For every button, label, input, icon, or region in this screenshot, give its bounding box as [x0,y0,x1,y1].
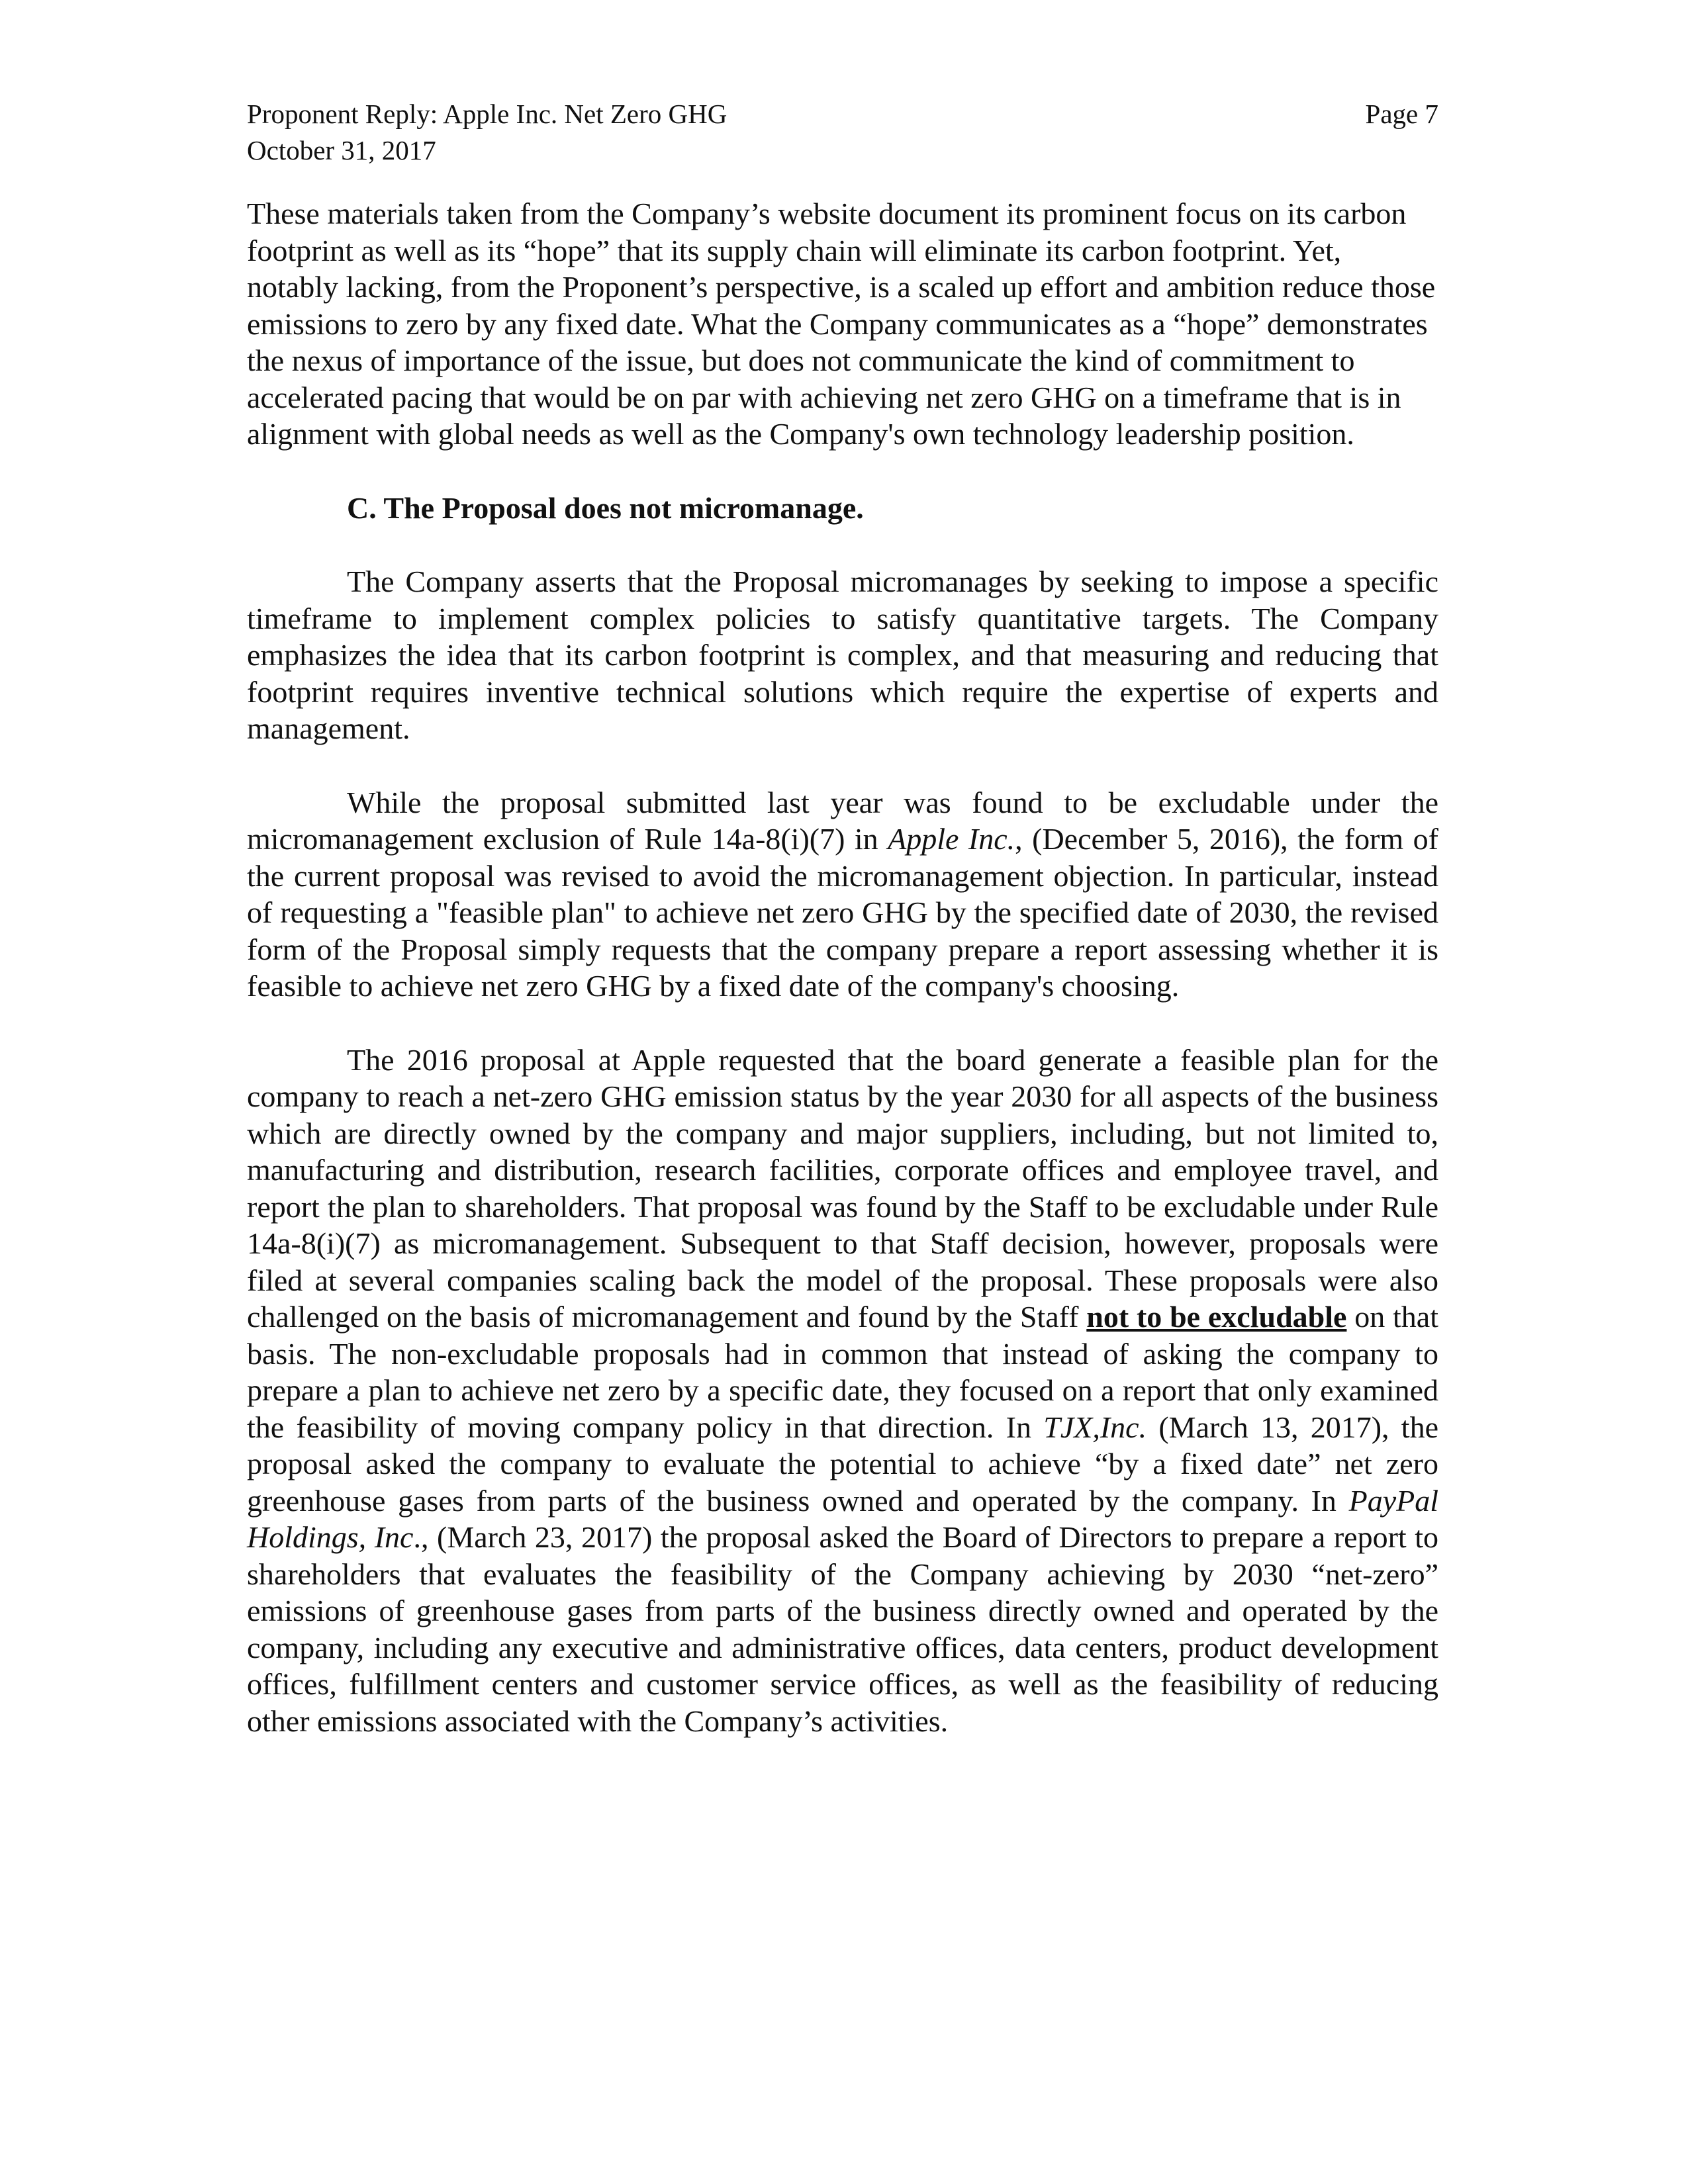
p4-text-3: (March 13, 2017), the proposal asked the company to evaluate the potential to achieve “by a fixed date” net zero greenhouse gases from parts of the business owned and operated by the company. In [247,1410,1438,1518]
paragraph-company-asserts: The Company asserts that the Proposal micromanages by seeking to impose a specific timeframe to implement complex policies to satisfy quantitative targets. The Company emphasizes the idea that its carbon footprint is complex, and that measuring and reducing that footprint requires inventive technical solutions which require the expertise of experts and management. [247,565,1438,745]
p4-text-2: on that basis. The non-excludable proposals had in common that instead of asking the company to prepare a plan to achieve net zero by a specific date, they focused on a report that only examined the feasibility of moving company policy in that direction. In [247,1300,1438,1444]
case-name-paypal: PayPal Holdings, Inc [247,1483,1438,1554]
emphasis-not-excludable: not to be excludable [1086,1300,1347,1334]
paragraph-website-materials: These materials taken from the Company’s website document its prominent focus on its carbon footprint as well as its “hope” that its supply chain will eliminate its carbon footprint. Yet, notably lacking, from the Proponent’s perspective, is a scaled up effort and ambition reduce those emissions to zero by any fixed date. What the Company communicates as a “hope” demonstrates the nexus of importance of the issue, but does not communicate the kind of commitment to accelerated pacing that would be on par with achieving net zero GHG on a timeframe that is in alignment with global needs as well as the Company's own technology leadership position. [247,197,1436,451]
header-date: October 31, 2017 [247,135,436,165]
section-heading-c: C. The Proposal does not micromanage. [347,490,864,525]
p3-text-after: , (December 5, 2016), the form of the current proposal was revised to avoid the micromanagement objection. In particular, instead of requesting a "feasible plan" to achieve net zero GHG by the specified date of 2030, the revised form of the Proposal simply requests that the company prepare a report assessing whether it is feasible to achieve net zero GHG by a fixed date of the company's choosing. [247,822,1438,1003]
case-name-apple: Apple Inc. [888,822,1015,856]
p4-text-1: The 2016 proposal at Apple requested that the board generate a feasible plan for the company to reach a net-zero GHG emission status by the year 2030 for all aspects of the business which are directly owned by the company and major suppliers, including, but not limited to, manufacturing and distribution, research facilities, corporate offices and employee travel, and report the plan to shareholders. That proposal was found by the Staff to be excludable under Rule 14a-8(i)(7) as micromanagement. Subsequent to that Staff decision, however, proposals were filed at several companies scaling back the model of the proposal. These proposals were also challenged on the basis of micromanagement and found by the Staff [247,1042,1438,1334]
page-header [247,96,1438,169]
header-title: Proponent Reply: Apple Inc. Net Zero GHG [247,99,727,129]
p3-text-before: While the proposal submitted last year was found to be excludable under the micromanagement exclusion of Rule 14a-8(i)(7) in [247,785,1438,856]
paragraph-2016-proposal [247,1042,1438,1740]
paragraph-prior-proposal [247,784,1438,1005]
case-name-tjx: TJX,Inc. [1043,1410,1147,1444]
document-page [247,96,1438,1776]
page-number: Page 7 [1365,99,1438,129]
p4-text-4: ., (March 23, 2017) the proposal asked the Board of Directors to prepare a report to shareholders that evaluates the feasibility of the Company achieving by 2030 “net-zero” emissions of greenhouse gases from parts of the business directly owned and operated by the company, including any executive and administrative offices, data centers, product development offices, fulfillment centers and customer service offices, as well as the feasibility of reducing other emissions associated with the Company’s activities. [247,1520,1438,1738]
